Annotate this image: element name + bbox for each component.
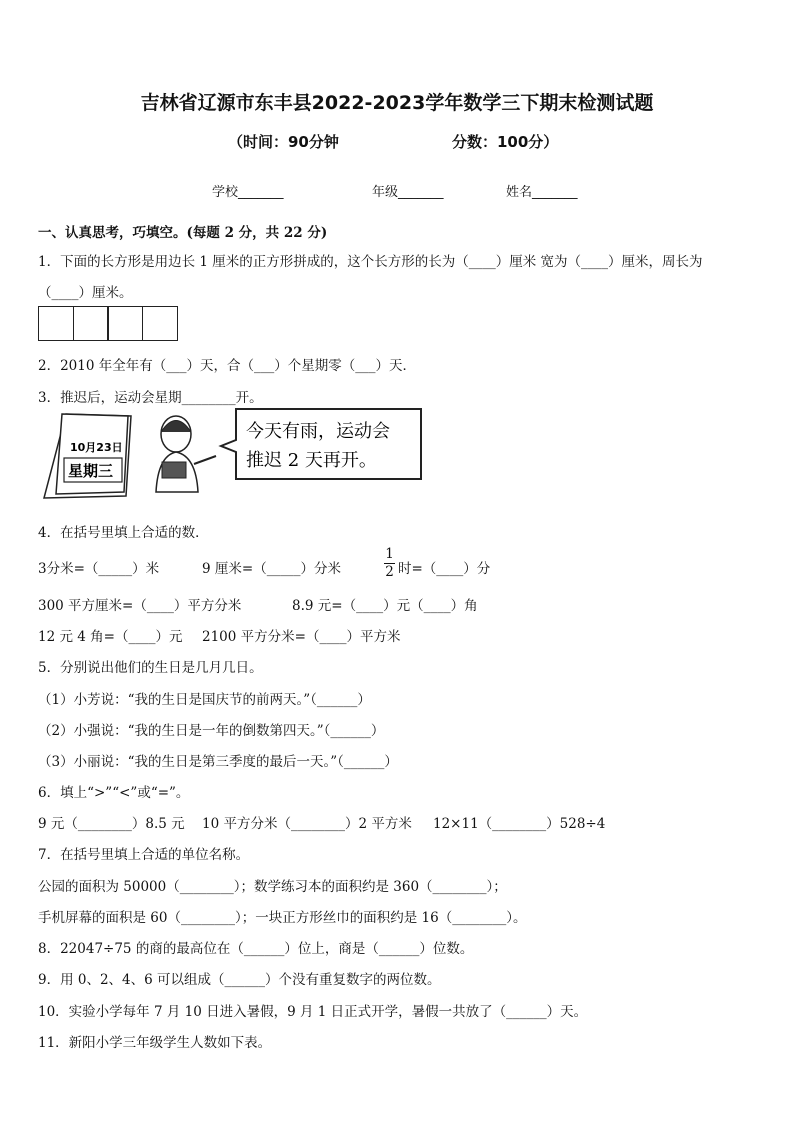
unit-square	[107, 306, 143, 341]
q4-item-2: 9 厘米=（_____）分米	[202, 561, 341, 577]
question-1-line-1: 1．下面的长方形是用边长 1 厘米的正方形拼成的，这个长方形的长为（____）厘米 宽为（____）厘米，周长为	[38, 254, 703, 270]
unit-square	[73, 306, 109, 341]
q5-item-2: （2）小强说：“我的生日是一年的倒数第四天。”（______）	[38, 723, 385, 739]
q4-item-7: 2100 平方分米=（____）平方米	[202, 629, 401, 645]
calendar-and-teacher-figure	[36, 404, 426, 504]
q4-item-4: 300 平方厘米=（____）平方分米	[38, 598, 242, 614]
question-5: 5．分别说出他们的生日是几月几日。	[38, 660, 263, 676]
q6-item-1: 9 元（________）8.5 元	[38, 816, 185, 832]
q4-item-5: 8.9 元=（____）元（____）角	[292, 598, 478, 614]
question-3: 3．推迟后，运动会星期________开。	[38, 390, 263, 406]
grade-field: 年级_______	[372, 185, 444, 200]
q7-line-2: 手机屏幕的面积是 60（________）；一块正方形丝巾的面积约是 16（________）。	[38, 910, 527, 926]
fraction-numerator: 1	[385, 546, 394, 562]
q4-item-1: 3分米=（_____）米	[38, 561, 160, 577]
school-field: 学校_______	[212, 185, 284, 200]
postponement-illustration	[36, 404, 426, 504]
unit-square	[38, 306, 74, 341]
teacher-arm	[194, 456, 216, 464]
name-field: 姓名_______	[506, 185, 578, 200]
question-10: 10．实验小学每年 7 月 10 日进入暑假，9 月 1 日正式开学，暑假一共放了（______）天。	[38, 1004, 588, 1020]
page-title: 吉林省辽源市东丰县2022-2023学年数学三下期末检测试题	[140, 92, 654, 114]
q7-line-1: 公园的面积为 50000（________）；数学练习本的面积约是 360（________）；	[38, 879, 507, 895]
q6-item-2: 10 平方分米（________）2 平方米	[202, 816, 412, 832]
question-1-line-2: （____）厘米。	[38, 285, 133, 301]
question-2: 2．2010 年全年有（___）天，合（___）个星期零（___）天．	[38, 358, 416, 374]
question-8: 8．22047÷75 的商的最高位在（______）位上，商是（______）位数。	[38, 941, 474, 957]
unit-square	[142, 306, 178, 341]
exam-time: （时间：90分钟	[228, 133, 339, 151]
speech-line-1: 今天有雨，运动会	[246, 421, 390, 442]
calendar-date-text: 10月23日	[70, 441, 123, 454]
question-4: 4．在括号里填上合适的数．	[38, 525, 209, 541]
q6-item-3: 12×11（________）528÷4	[433, 816, 606, 832]
q4-item-3: 时=（____）分	[398, 561, 491, 577]
q4-item-6: 12 元 4 角=（____）元	[38, 629, 183, 645]
rectangle-of-squares	[38, 306, 178, 341]
fraction-one-half	[384, 547, 395, 580]
teacher-book	[162, 462, 186, 478]
speech-line-2: 推迟 2 天再开。	[246, 450, 377, 471]
section-heading: 一、认真思考，巧填空。(每题 2 分，共 22 分)	[38, 225, 328, 241]
exam-score: 分数：100分）	[452, 133, 559, 151]
question-7: 7．在括号里填上合适的单位名称。	[38, 847, 250, 863]
calendar-day-text: 星期三	[68, 462, 114, 480]
fraction-denominator: 2	[385, 564, 394, 580]
question-11: 11．新阳小学三年级学生人数如下表。	[38, 1035, 272, 1051]
q5-item-1: （1）小芳说：“我的生日是国庆节的前两天。”（______）	[38, 692, 371, 708]
q5-item-3: （3）小丽说：“我的生日是第三季度的最后一天。”（______）	[38, 754, 398, 770]
question-9: 9．用 0、2、4、6 可以组成（______）个没有重复数字的两位数。	[38, 972, 441, 988]
question-6: 6．填上“>”“<”或“=”。	[38, 785, 190, 801]
